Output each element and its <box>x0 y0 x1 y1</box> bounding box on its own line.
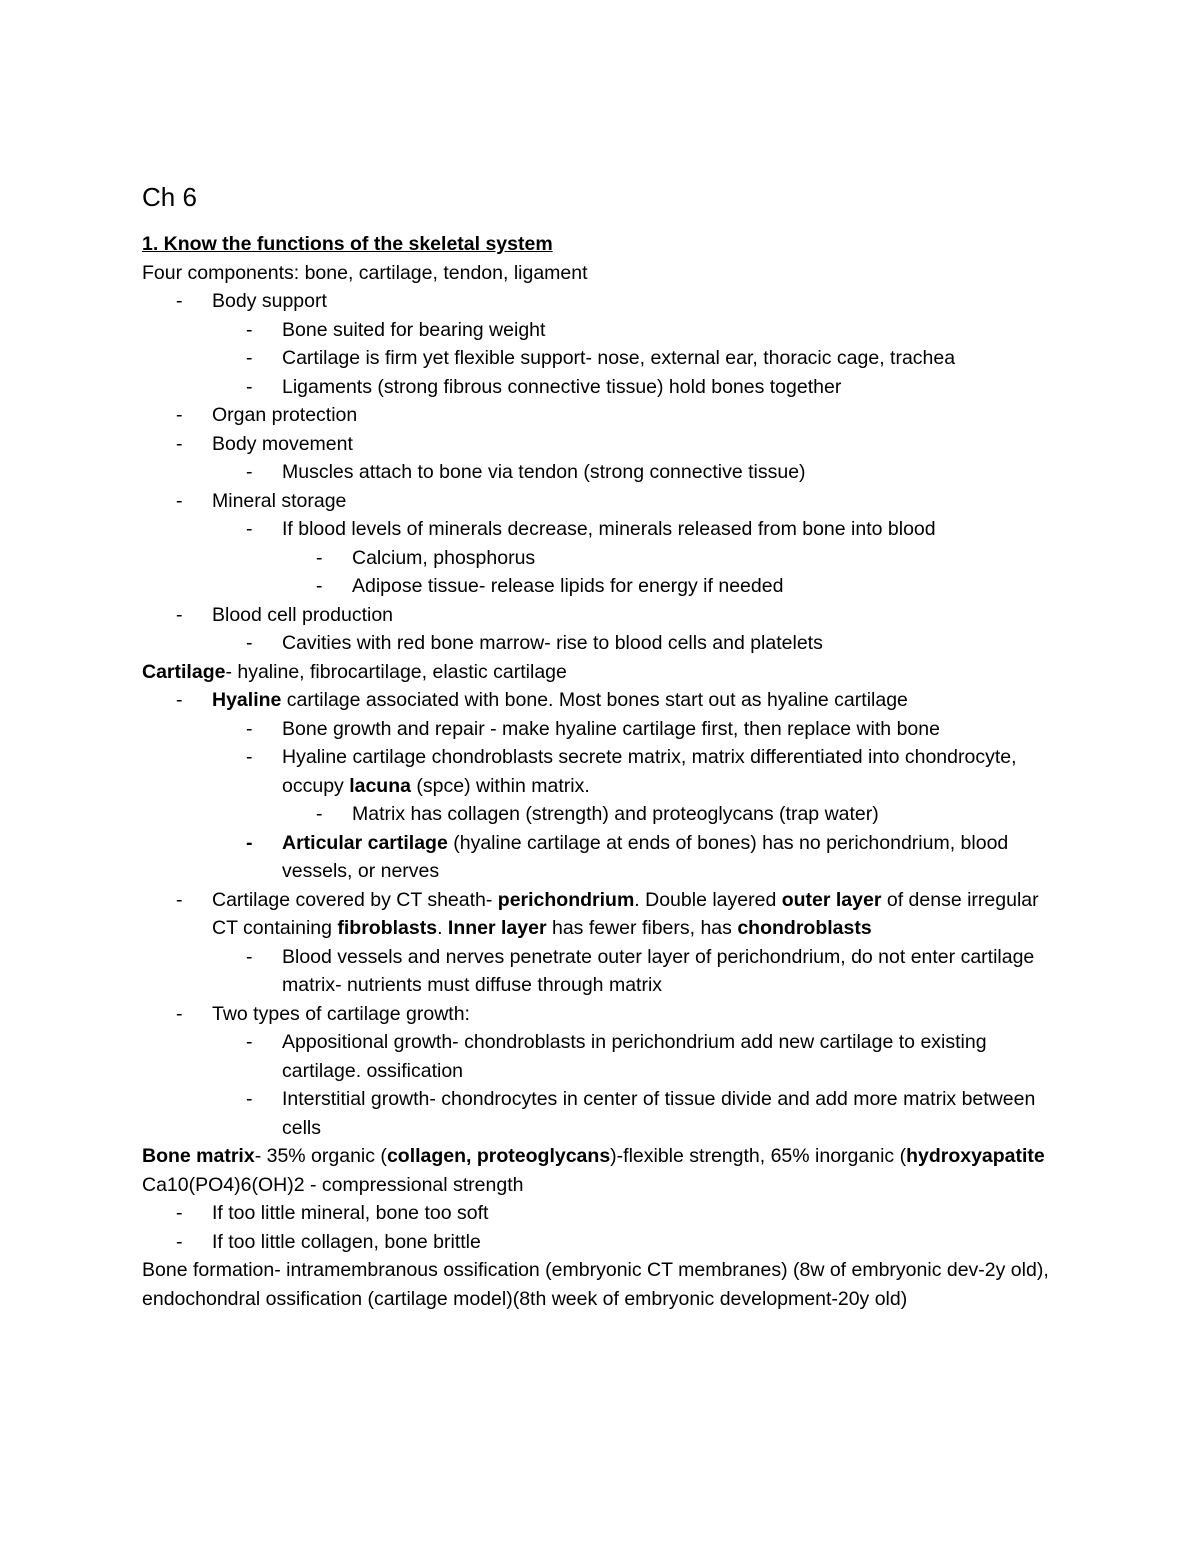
term-perichondrium: perichondrium <box>497 888 635 911</box>
bone-formation-paragraph: Bone formation- intramembranous ossification (embryonic CT membranes) (8w of embryonic dev-2y old), endochondral ossification (cartilage model)(8th week of embryonic development-20y old) <box>142 1259 1049 1310</box>
list-item: - Matrix has collagen (strength) and proteoglycans (trap water) <box>282 800 1052 829</box>
list-item <box>142 487 1052 601</box>
list-item: - Organ protection <box>142 401 1052 430</box>
sub-list <box>212 715 1052 886</box>
term-collagen-proteoglycans: collagen, proteoglycans <box>386 1145 611 1167</box>
section-heading: 1. Know the functions of the skeletal system <box>142 233 553 255</box>
list-item <box>212 743 1052 829</box>
text-segment: Ca10(PO4)6(OH)2 - compressional strength <box>142 1173 524 1196</box>
list-item: - Cartilage is firm yet flexible support- nose, external ear, thoracic cage, trachea <box>212 344 1052 373</box>
list-item: - Appositional growth- chondroblasts in perichondrium add new cartilage to existing cartilage. ossification <box>212 1028 1052 1085</box>
bone-matrix-paragraph <box>142 1142 1052 1199</box>
term-cartilage: Cartilage <box>142 660 226 683</box>
text-segment: Cartilage covered by CT sheath- <box>212 888 498 911</box>
list-item <box>142 886 1052 1000</box>
sub-list <box>212 629 1052 658</box>
item-label: Body movement <box>212 432 353 455</box>
sub-sub-list <box>282 800 1052 829</box>
cartilage-list <box>142 686 1052 1142</box>
sub-list <box>212 316 1052 402</box>
list-item: - Bone suited for bearing weight <box>212 316 1052 345</box>
text-segment: of dense irregular CT containing <box>212 888 1039 939</box>
hyaline-text: cartilage associated with bone. Most bones start out as hyaline cartilage <box>281 689 908 711</box>
item-label: Body support <box>212 290 327 312</box>
list-item: - Adipose tissue- release lipids for energy if needed <box>282 572 1052 601</box>
text-segment: - 35% organic ( <box>254 1145 387 1167</box>
text-segment: (spce) within matrix. <box>410 774 590 797</box>
list-item: - If too little collagen, bone brittle <box>142 1228 1052 1257</box>
text-segment: Hyaline cartilage chondroblasts secrete matrix, matrix differentiated into chondrocyte, occupy <box>282 746 1017 797</box>
term-hyaline: Hyaline <box>212 689 282 711</box>
text-segment: )-flexible strength, 65% inorganic ( <box>610 1145 907 1167</box>
sub-list <box>212 943 1052 1000</box>
list-item: - Cavities with red bone marrow- rise to blood cells and platelets <box>212 629 1052 658</box>
item-label: Mineral storage <box>212 489 347 512</box>
list-item: - If too little mineral, bone too soft <box>142 1199 1052 1228</box>
sub-list <box>212 458 1052 487</box>
item-label: Blood cell production <box>212 603 394 626</box>
term-articular-cartilage: Articular cartilage <box>282 831 448 854</box>
sub-sub-list <box>282 544 1052 601</box>
list-item: - Ligaments (strong fibrous connective tissue) hold bones together <box>212 373 1052 402</box>
term-fibroblasts: fibroblasts <box>337 917 438 939</box>
term-hydroxyapatite: hydroxyapatite <box>906 1145 1045 1167</box>
list-item <box>142 1000 1052 1143</box>
text-segment: (hyaline cartilage at ends of bones) has no perichondrium, blood vessels, or nerves <box>282 831 1009 882</box>
list-item <box>212 829 1052 886</box>
intro-text: Four components: bone, cartilage, tendon, ligament <box>142 261 588 284</box>
list-item: - Blood vessels and nerves penetrate outer layer of perichondrium, do not enter cartilage matrix- nutrients must diffuse through matrix <box>212 943 1052 1000</box>
list-item <box>142 686 1052 886</box>
cartilage-paragraph <box>142 658 1052 687</box>
document-body <box>142 180 1052 1313</box>
item-label: Two types of cartilage growth: <box>212 1002 470 1025</box>
list-item <box>142 601 1052 658</box>
item-label: If blood levels of minerals decrease, minerals released from bone into blood <box>282 518 936 540</box>
cartilage-text: - hyaline, fibrocartilage, elastic cartilage <box>225 660 567 683</box>
list-item: - Interstitial growth- chondrocytes in center of tissue divide and add more matrix between cells <box>212 1085 1052 1142</box>
sub-list <box>212 515 1052 601</box>
sub-list <box>212 1028 1052 1142</box>
text-segment: . Double layered <box>634 888 782 911</box>
list-item: - Muscles attach to bone via tendon (strong connective tissue) <box>212 458 1052 487</box>
term-chondroblasts: chondroblasts <box>737 917 872 939</box>
term-inner-layer: Inner layer <box>447 917 547 939</box>
page-title: Ch 6 <box>142 182 197 212</box>
text-segment: . <box>437 917 448 939</box>
list-item: - Calcium, phosphorus <box>282 544 1052 573</box>
list-item <box>212 515 1052 601</box>
term-outer-layer: outer layer <box>781 888 882 911</box>
list-item: - Bone growth and repair - make hyaline cartilage first, then replace with bone <box>212 715 1052 744</box>
term-lacuna: lacuna <box>349 774 411 797</box>
bone-matrix-list <box>142 1199 1052 1256</box>
functions-list <box>142 287 1052 658</box>
list-item <box>142 287 1052 401</box>
text-segment: has fewer fibers, has <box>546 917 738 939</box>
list-item <box>142 430 1052 487</box>
term-bone-matrix: Bone matrix <box>142 1145 255 1167</box>
